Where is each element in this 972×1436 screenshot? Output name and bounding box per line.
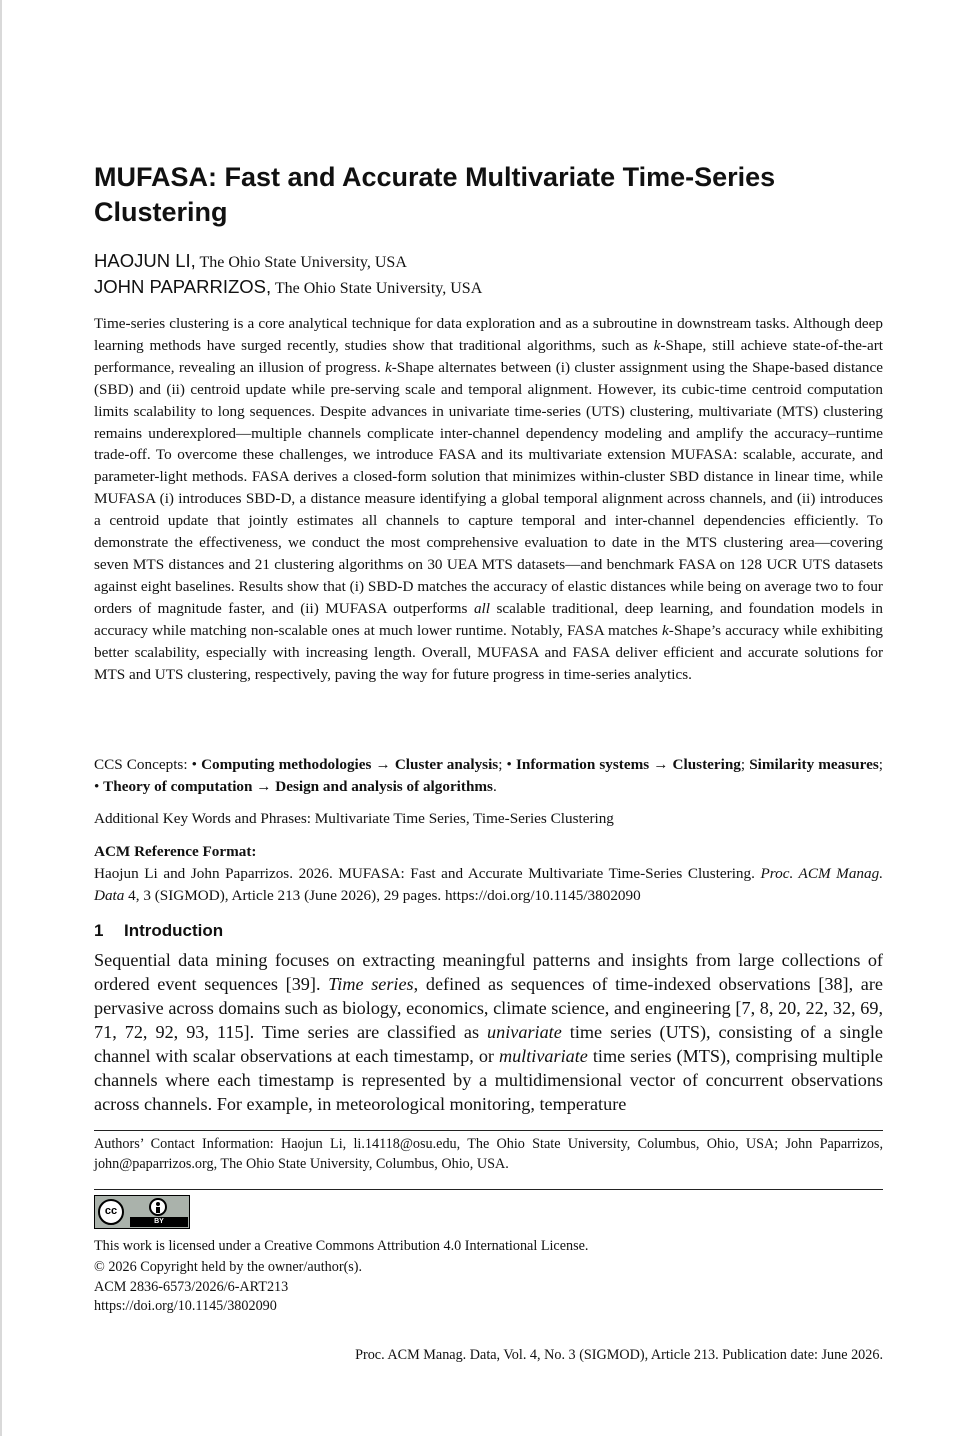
text-run: ; • bbox=[498, 756, 516, 773]
section-heading bbox=[94, 919, 223, 943]
text-run: ; bbox=[740, 756, 750, 773]
italic-run: multivariate bbox=[498, 1046, 588, 1066]
text-run: -Shape’s accuracy while exhibiting better scalability, especially with increasing length. Overall, MUFASA and FASA deliver efficient and accurate solutions for MTS and UTS clustering, respectively, paving the way for future progress in time-series analytics. bbox=[94, 621, 883, 683]
cc-logo: cc bbox=[98, 1199, 124, 1225]
text-run: → bbox=[252, 778, 276, 795]
bold-run: Cluster analysis bbox=[394, 756, 499, 773]
author-name: HAOJUN LI, bbox=[94, 250, 196, 271]
text-run: . bbox=[492, 778, 497, 795]
italic-run: univariate bbox=[487, 1022, 562, 1042]
copyright-line: © 2026 Copyright held by the owner/author(s). bbox=[94, 1259, 363, 1275]
author-affiliation: The Ohio State University, USA bbox=[274, 280, 483, 297]
text-run: Time-series clustering is a core analytical technique for data exploration and as a subroutine in downstream tasks. Although deep learning methods have surged recently, studies show that traditional algorithms, such as bbox=[94, 315, 883, 354]
text-run: scalable traditional, deep learning, and foundation models in accuracy while matching non-scalable ones at much lower runtime. Notably, FASA matches bbox=[94, 599, 883, 639]
italic-run: k bbox=[384, 358, 392, 376]
text-run: time series (UTS), consisting of a single channel with scalar observations at each timestamp, or bbox=[94, 1022, 883, 1066]
italic-run: Proc. ACM Manag. Data bbox=[94, 865, 883, 904]
attribution-person-icon bbox=[149, 1198, 167, 1216]
license-statement: This work is licensed under a Creative Commons Attribution 4.0 International License. bbox=[94, 1238, 589, 1254]
section-title: Introduction bbox=[124, 921, 224, 940]
introduction-text bbox=[94, 948, 883, 1116]
keywords: Additional Key Words and Phrases: Multivariate Time Series, Time-Series Clustering bbox=[94, 810, 614, 827]
bold-run: Similarity measures bbox=[749, 756, 879, 773]
author-contact-info: Authors’ Contact Information: Haojun Li, li.14118@osu.edu, The Ohio State University, Columbus, Ohio, USA; John Paparrizos, john@paparrizos.org, The Ohio State University, Columbus, Ohio, USA. bbox=[94, 1136, 883, 1172]
creative-commons-by-icon[interactable] bbox=[94, 1195, 190, 1229]
by-label: BY bbox=[154, 1218, 164, 1225]
text-run: 4, 3 (SIGMOD), Article 213 (June 2026), 29 pages. https://doi.org/10.1145/3802090 bbox=[124, 887, 641, 904]
text-run: Sequential data mining focuses on extracting meaningful patterns and insights from large collections of ordered event sequences [39]. bbox=[94, 950, 883, 994]
bold-run: Design and analysis of algorithms bbox=[275, 778, 493, 795]
text-run: → bbox=[371, 756, 395, 773]
doi-link[interactable]: https://doi.org/10.1145/3802090 bbox=[94, 1298, 277, 1314]
ccs-concepts bbox=[94, 754, 883, 798]
section-number: 1 bbox=[94, 921, 104, 940]
italic-run: Time series bbox=[328, 974, 414, 994]
bold-run: Clustering bbox=[672, 756, 741, 773]
acm-reference bbox=[94, 863, 883, 907]
author-affiliation: The Ohio State University, USA bbox=[199, 254, 407, 271]
text-run: , defined as sequences of time-indexed observations [38], are pervasive across domains such as biology, economics, climate science, and engineering [7, 8, 20, 22, 32, 69, 71, 72, 92, 93, 115]. Time series are classified as bbox=[94, 974, 884, 1042]
author-name: JOHN PAPARRIZOS, bbox=[94, 276, 272, 297]
bold-run: Theory of computation bbox=[103, 778, 253, 795]
text-run: Haojun Li and John Paparrizos. 2026. MUFASA: Fast and Accurate Multivariate Time-Series Clustering. bbox=[94, 865, 761, 882]
paper-title: MUFASA: Fast and Accurate Multivariate Time-Series Clustering bbox=[94, 162, 776, 227]
text-run: ; • bbox=[94, 756, 883, 795]
text-run: -Shape, still achieve state-of-the-art performance, revealing an illusion of progress. bbox=[94, 336, 884, 376]
italic-run: k bbox=[662, 621, 669, 639]
author-line-2 bbox=[94, 276, 482, 300]
bold-run: Computing methodologies bbox=[201, 756, 372, 773]
text-run: → bbox=[649, 756, 673, 773]
text-run: -Shape alternates between (i) cluster assignment using the Shape-based distance (SBD) and (ii) centroid update while pre-serving scale and temporal alignment. However, its cubic-time centroid computation limits scalability to long sequences. Despite advances in univariate time-series (UTS) clustering, multivariate (MTS) clustering remains underexplored—multiple channels complicate inter-channel dependency modeling and amplify the accuracy–runtime trade-off. To overcome these challenges, we introduce FASA and its multivariate extension MUFASA: scalable, accurate, and parameter-light methods. FASA derives a closed-form solution that minimizes within-cluster SBD distance in linear time, while MUFASA (i) introduces SBD-D, a distance measure identifying a global temporal alignment across channels, and (ii) introduces a centroid update that jointly estimates all channels to capture temporal and inter-channel dependencies efficiently. To demonstrate the effectiveness, we conduct the most comprehensive evaluation to date in the MTS clustering area—covering seven MTS distances and 21 clustering algorithms on 30 UEA MTS datasets—and benchmark FASA on 128 UCR UTS datasets against eight baselines. Results show that (i) SBD-D matches the accuracy of elastic distances while being on average two to four orders of magnitude faster, and (ii) MUFASA outperforms bbox=[94, 358, 883, 617]
italic-run: all bbox=[473, 599, 490, 617]
bold-run: Information systems bbox=[515, 756, 650, 773]
acm-reference-heading: ACM Reference Format: bbox=[94, 843, 257, 860]
page-footer: Proc. ACM Manag. Data, Vol. 4, No. 3 (SIGMOD), Article 213. Publication date: June 2026. bbox=[355, 1347, 883, 1363]
page-edge bbox=[0, 0, 2, 1436]
text-run: time series (MTS), comprising multiple channels where each timestamp is represented by a multidimensional vector of concurrent observations across channels. For example, in meteorological monitoring, temperature bbox=[94, 1046, 883, 1114]
footnote-divider bbox=[94, 1130, 883, 1131]
italic-run: k bbox=[653, 336, 661, 354]
text-run: CCS Concepts: • bbox=[94, 756, 202, 773]
acm-article-id: ACM 2836-6573/2026/6-ART213 bbox=[94, 1279, 289, 1295]
license-divider bbox=[94, 1189, 883, 1190]
author-line-1 bbox=[94, 250, 407, 274]
abstract bbox=[94, 313, 883, 685]
